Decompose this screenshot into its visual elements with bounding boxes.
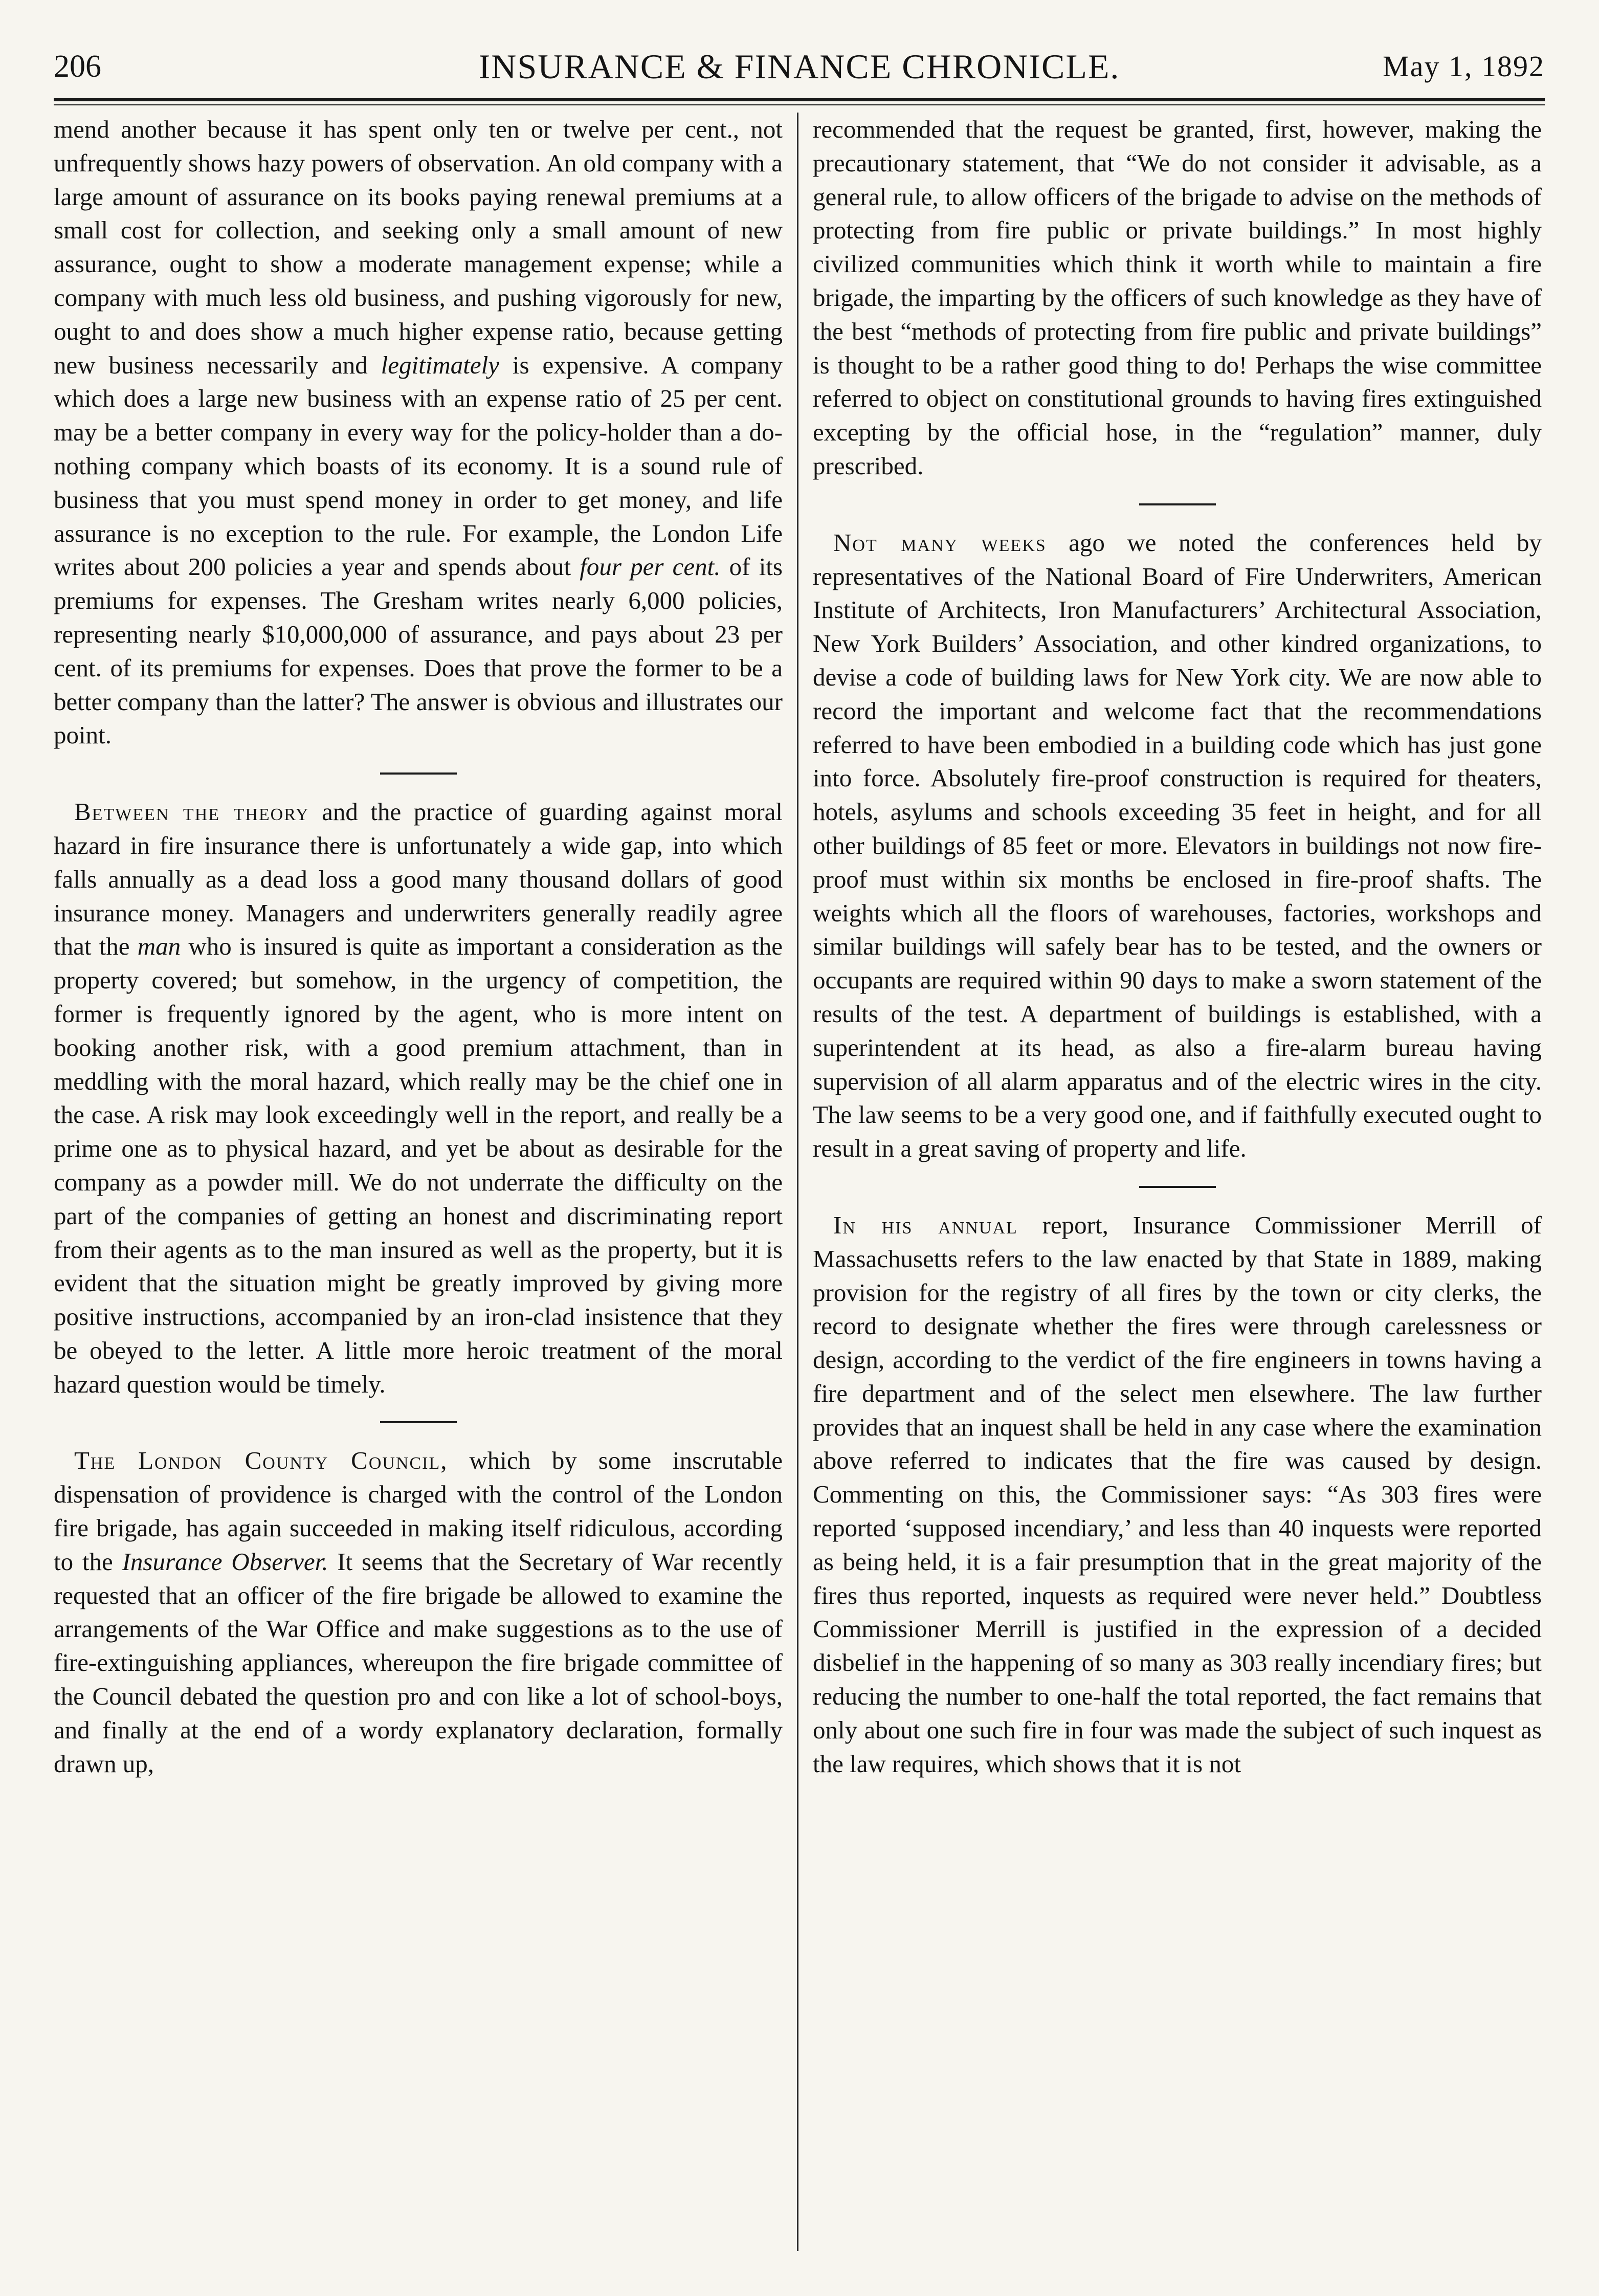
right-column <box>803 113 1542 2251</box>
section-separator <box>380 1421 457 1423</box>
article-columns <box>54 113 1545 2251</box>
page-header <box>54 36 1545 97</box>
header-rule-thin <box>54 104 1545 105</box>
publication-title: INSURANCE & FINANCE CHRONICLE. <box>478 47 1120 86</box>
column-divider <box>797 113 798 2251</box>
article-paragraph: Not many weeks ago we noted the conferences held by representatives of the National Board of Fire Underwriters, American Institute of Architects, Iron Manufacturers’ Architectural Association, New York Builders’ Association, and other kindred organizations, to devise a code of building laws for New York city. We are now able to record the important and welcome fact that the recommendations referred to have been embodied in a building code which has just gone into force. Absolutely fire-proof construction is required for theaters, hotels, asylums and schools exceeding 35 feet in height, and for all other buildings of 85 feet or more. Elevators in buildings not now fire-proof must within six months be enclosed in fire-proof shafts. The weights which all the floors of warehouses, factories, workshops and similar buildings will safely bear has to be tested, and the owners or occupants are required within 90 days to make a sworn statement of the results of the test. A department of buildings is established, with a superintendent at its head, as also a fire-alarm bureau having supervision of all alarm apparatus and of the electric wires in the city. The law seems to be a very good one, and if faithfully executed ought to result in a great saving of property and life. <box>813 528 1542 1163</box>
issue-date: May 1, 1892 <box>1383 50 1545 83</box>
article-paragraph: Between the theory and the practice of guarding against moral hazard in fire insurance there is unfortunately a wide gap, into which falls annually as a dead loss a good many thousand dollars of good insurance money. Managers and underwriters generally readily agree that the man who is insured is quite as important a consideration as the property covered; but somehow, in the urgency of competition, the former is frequently ignored by the agent, who is more intent on booking another risk, with a good premium attachment, than in meddling with the moral hazard, which really may be the chief one in the case. A risk may look exceedingly well in the report, and really be a prime one as to physical hazard, and yet be about as desirable for the company as a powder mill. We do not underrate the difficulty on the part of the companies of getting an honest and discriminating report from their agents as to the man insured as well as the property, but it is evident that the situation might be greatly improved by giving more positive instructions, accompanied by an iron-clad insistence that they be obeyed to the letter. A little more heroic treatment of the moral hazard question would be timely. <box>54 798 783 1398</box>
left-column <box>54 113 793 2251</box>
page-number: 206 <box>54 49 101 84</box>
section-separator <box>1139 1186 1216 1188</box>
article-paragraph: recommended that the request be granted, first, however, making the precautionary statement, that “We do not consider it advisable, as a general rule, to allow officers of the brigade to advise on the methods of protecting from fire public or private buildings.” In most highly civilized communities which think it worth while to maintain a fire brigade, the imparting by the officers of such knowledge as they have of the best “methods of protecting from fire public and private buildings” is thought to be a rather good thing to do! Perhaps the wise committee referred to object on constitutional grounds to having fires extinguished excepting by the official hose, in the “regulation” manner, duly prescribed. <box>813 115 1542 480</box>
newspaper-page <box>54 36 1545 2256</box>
section-separator <box>380 772 457 775</box>
header-rule-thick <box>54 98 1545 101</box>
article-paragraph: The London County Council, which by some inscrutable dispensation of providence is charged with the control of the London fire brigade, has again succeeded in making itself ridiculous, according to the Insurance Observer. It seems that the Secretary of War recently requested that an officer of the fire brigade be allowed to examine the arrangements of the War Office and make suggestions as to the use of fire-extinguishing appliances, whereupon the fire brigade committee of the Council debated the question pro and con like a lot of school-boys, and finally at the end of a wordy explanatory declaration, formally drawn up, <box>54 1446 783 1778</box>
article-paragraph: mend another because it has spent only ten or twelve per cent., not unfrequently shows hazy powers of observation. An old company with a large amount of assurance on its books paying renewal premiums at a small cost for collection, and seeking only a small amount of new assurance, ought to show a moderate management expense; while a company with much less old business, and pushing vigorously for new, ought to and does show a much higher expense ratio, because getting new business necessarily and legitimately is expensive. A company which does a large new business with an expense ratio of 25 per cent. may be a better company in every way for the policy-holder than a do-nothing company which boasts of its economy. It is a sound rule of business that you must spend money in order to get money, and life assurance is no exception to the rule. For example, the London Life writes about 200 policies a year and spends about four per cent. of its premiums for expenses. The Gresham writes nearly 6,000 policies, representing nearly $10,000,000 of assurance, and pays about 23 per cent. of its premiums for expenses. Does that prove the former to be a better company than the latter? The answer is obvious and illustrates our point. <box>54 115 783 749</box>
section-separator <box>1139 503 1216 505</box>
article-paragraph: In his annual report, Insurance Commissioner Merrill of Massachusetts refers to the law enacted by that State in 1889, making provision for the registry of all fires by the town or city clerks, the record to designate whether the fires were through carelessness or design, according to the verdict of the fire engineers in towns having a fire department and of the select men elsewhere. The law further provides that an inquest shall be held in any case where the examination above referred to indicates that the fire was caused by design. Commenting on this, the Commissioner says: “As 303 fires were reported ‘supposed incendiary,’ and less than 40 inquests were reported as being held, it is a fair presumption that in the great majority of the fires thus reported, inquests as required were never held.” Doubtless Commissioner Merrill is justified in the expression of a decided disbelief in the happening of so many as 303 really incendiary fires; but reducing the number to one-half the total reported, the fact remains that only about one such fire in four was made the subject of such inquest as the law requires, which shows that it is not <box>813 1210 1542 1778</box>
